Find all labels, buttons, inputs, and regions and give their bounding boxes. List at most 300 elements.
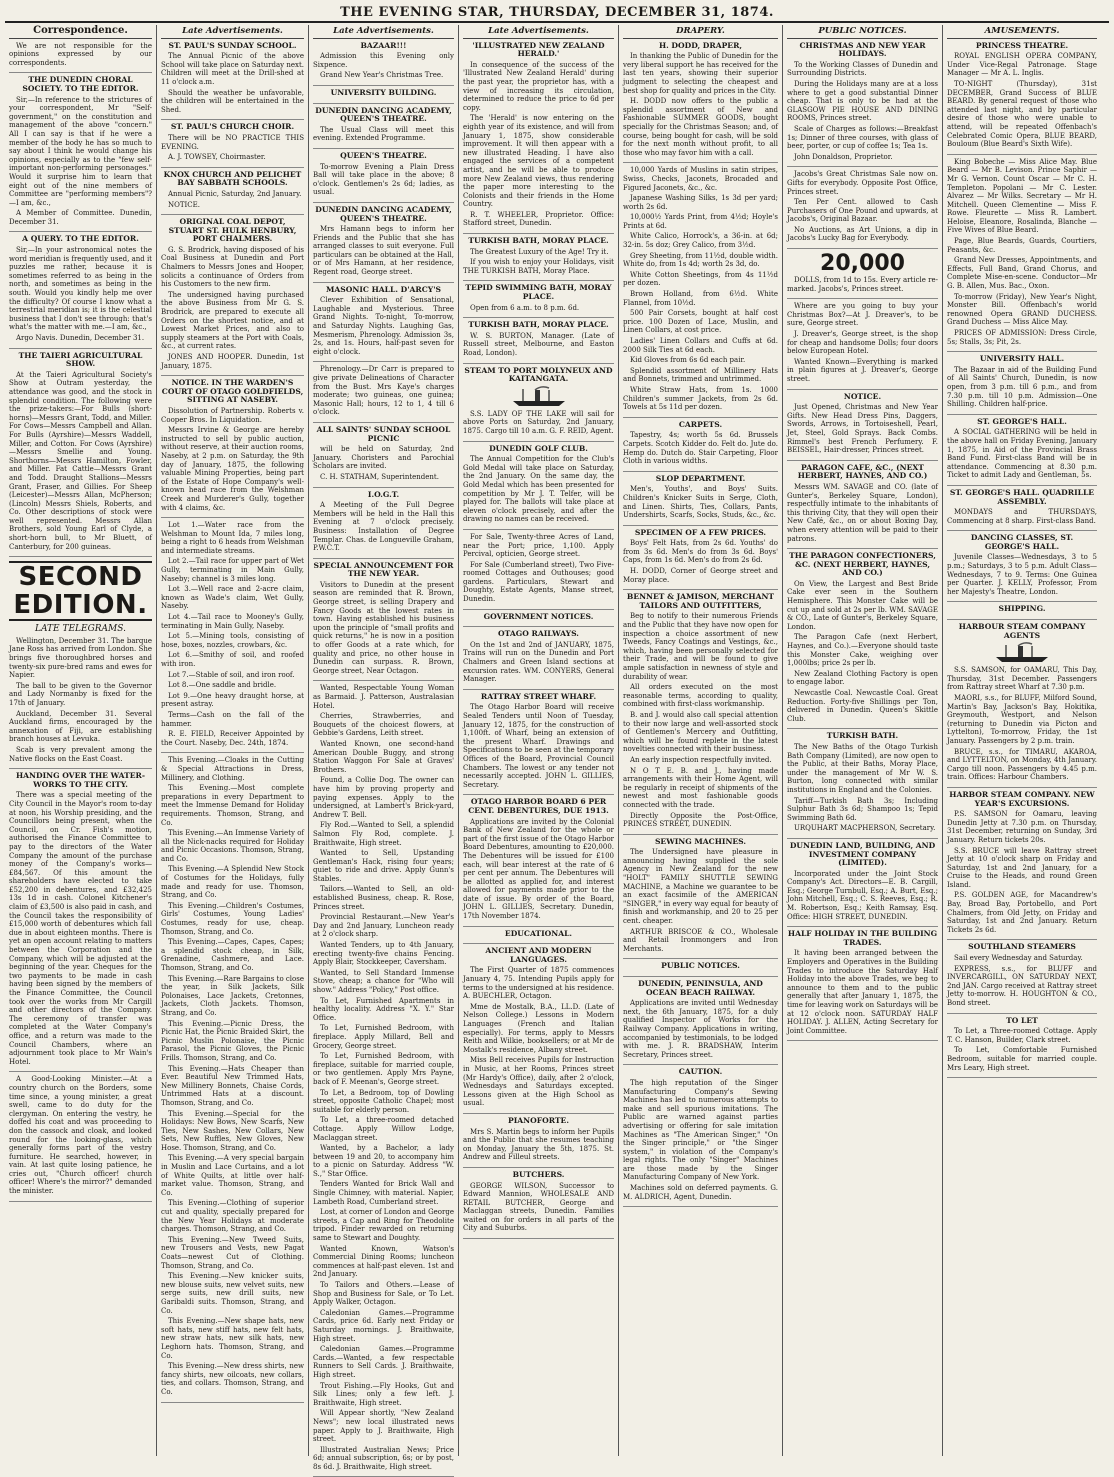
article-paragraph: The First Quarter of 1875 commences January 4, 75. Intending Pupils apply for terms to the undersigned at his residence. A. BUECHLER, Octagon. — [463, 966, 614, 1001]
article-item — [313, 42, 454, 86]
article-heading: KNOX CHURCH AND PELICHET BAY SABBATH SCHOOLS. — [163, 169, 302, 188]
article-heading: DUNEDIN LAND, BUILDING, AND INVESTMENT COMPANY (LIMITED). — [789, 840, 936, 868]
article-paragraph: P.S. SAMSON for Oamaru, leaving Dunedin Jetty at 7.30 p.m. on Thursday, 31st December, returning on Sunday, 3rd January. Return tickets 20s. — [947, 810, 1097, 844]
article-paragraph: Sir,—In your astronomical notes the word meridian is frequently used, and it puzzles me rather, because it is sometimes referred to as being in the north, and sometimes as being in the south. Would you kindly help me over the difficulty? Of course I know what a terrestrial meridian is; it is the celestial business that I don't see through: that's what's the matter with me.—I am, &c., — [9, 246, 152, 332]
article-paragraph: To Let, a Three-roomed Cottage. Apply T. C. Hanson, Builder, Clark street. — [947, 1027, 1097, 1044]
article-paragraph: Terms—Cash on the fall of the hammer. — [161, 710, 304, 728]
article-paragraph: To Let, a Bedroom, top of Dowling street, opposite Catholic Chapel; most suitable for elderly person. — [313, 1088, 454, 1114]
article-item — [623, 42, 778, 164]
article-paragraph: ROYAL ENGLISH OPERA COMPANY, Under Vice-Regal Patronage. Stage Manager — Mr A. L. Inglis. — [947, 52, 1097, 78]
article-item — [947, 605, 1097, 620]
article-heading: EDUCATIONAL. — [504, 928, 573, 938]
article-item — [463, 630, 614, 690]
article-heading: DANCING CLASSES, ST. GEORGE'S HALL. — [970, 533, 1074, 551]
article-paragraph: This Evening.—New Tweed Suits, new Trousers and Vests, new Pagat Coats—newest Cut of Clothing. Thomson, Strang, and Co. — [161, 1235, 304, 1270]
article-paragraph: Cherries, Strawberries, and Bouquets of the choicest flowers, at Gebbie's Gardens, Leith street. — [313, 712, 454, 738]
article-paragraph: 10,000½ Yards Print, from 4½d; Hoyle's Prints at 6d. — [623, 213, 778, 230]
article-heading: ST. GEORGE'S HALL. — [977, 416, 1067, 426]
article-item — [463, 613, 614, 628]
article-item — [9, 352, 152, 558]
article-paragraph: The Bazaar in aid of the Building Fund of All Saints' Church, Dunedin, is now open, from 3 p.m. till 6 p.m., and from 7.30 p.m. till 10 p.m. Admission—One Shilling. Children half-price. — [947, 365, 1097, 409]
article-paragraph: The Annual Competition for the Club's Gold Medal will take place on Saturday, the 2nd January. On the same day, the Gold Medal which has been presented for competition by Mr J. T. Telfer, will be played for. The ballots will take place at eleven o'clock precisely, and after the drawing no names can be received. — [463, 455, 614, 524]
article-paragraph: Lost, at corner of London and George streets, a Cap and Ring for Theodolite tripod. Finder rewarded on returning same to Stewart and Doughty. — [313, 1208, 454, 1243]
article-paragraph: Ten Per Cent. allowed to Cash Purchasers of One Pound and upwards, at Jacobs's, Original Bazaar. — [787, 198, 938, 224]
article-paragraph: Wanted, by a Bachelor, a lady between 19 and 20, to accompany him to a picnic on Saturday. Address "W. S.," Star Office. — [313, 1144, 454, 1178]
article-paragraph: To Let, a three-roomed detached Cottage. Apply Willow Lodge, Maclaggan street. — [313, 1116, 454, 1142]
article-paragraph: Found, a Collie Dog. The owner can have him by proving property and paying expenses. Apply to the undersigned, at Lambert's Brick-yard, Andrew T. Bell. — [313, 776, 454, 819]
article-paragraph: H. DODD, Corner of George street and Moray place. — [623, 567, 778, 584]
article-item — [161, 521, 304, 753]
steamship-icon — [463, 386, 614, 408]
article-item — [313, 684, 454, 1477]
article-paragraph: Mme de Mostalk, B.A., LL.D. (Late of Nelson College.) Lessons in Modern Languages (French and Italian especially). For terms, apply to Messrs Reith and Wilkie, booksellers; or at Mr de Mostalk's residence, Albany street. — [463, 1002, 614, 1054]
article-paragraph: To Let, Furnished Bedroom, with fireplace. Apply Millard, Bell and Grocery, George street. — [313, 1024, 454, 1050]
article-paragraph: BRUCE, s.s., for TIMARU, AKAROA, and LYTTELTON, on Monday, 4th January. Cargo till noon. Passengers by 4.45 p.m. train. Offices: Harbour Chambers. — [947, 747, 1097, 782]
article-paragraph: Wanted, to Sell Standard Immense Stove, cheap; a chance for "Who will show." Address "Policy," Post office. — [313, 968, 454, 994]
article-paragraph: A SOCIAL GATHERING will be held in the above hall on Friday Evening, January 1, 1875, in Aid of the Provincial Brass Band Fund. First-class Band will be in attendance. Commencing at 8.30 p.m. Ticket to admit Lady and Gentleman, 5s. — [947, 428, 1097, 480]
article-paragraph: This Evening.—A very special bargain in Muslin and Lace Curtains, and a lot of White Quilts, at little over half-market value. Thomson, Strang, and Co. — [161, 1154, 304, 1197]
article-paragraph: The undersigned having purchased the above Business from Mr G. S. Brodrick, are prepared to execute all Orders on the shortest notice, and at Lowest Market Prices, and also to supply steamers at the Port with Coals, &c., at current rates. — [161, 290, 304, 351]
column-1 — [5, 25, 157, 1456]
article-heading: SOUTHLAND STEAMERS — [968, 942, 1076, 952]
article-paragraph: To Tailors and Others.—Lease of Shop and Business for Sale, or To Let. Apply Walker, Octagon. — [313, 1281, 454, 1307]
article-paragraph: 500 Pair Corsets, bought at half cost price. 100 Dozen of Lace, Muslin, and Linen Collars, at cost price. — [623, 309, 778, 335]
article-paragraph: Juvenile Classes—Wednesdays, 3 to 5 p.m.; Saturdays, 3 to 5 p.m. Adult Class—Wednesdays, 7 to 9. Terms: One Guinea per Quarter. J. KELLY, Professor, From her Majesty's Theatre, London. — [947, 553, 1097, 596]
article-item — [463, 947, 614, 1114]
article-paragraph: Trout Fishing.—Fly Hooks, Gut and Silk Lines; only a few left. J. Braithwaite, High street. — [313, 1381, 454, 1407]
article-item — [313, 152, 454, 203]
article-item — [787, 252, 938, 299]
column-6 — [783, 25, 943, 1456]
article-paragraph: Wanted, Respectable Young Woman as Barmaid. J. Patterson, Australasian Hotel. — [313, 684, 454, 710]
article-item — [463, 1117, 614, 1168]
column-4 — [459, 25, 619, 1456]
article-paragraph: Jacobs's Great Christmas Sale now on. Gifts for everybody. Opposite Post Office, Princes street. — [787, 170, 938, 196]
article-paragraph: A Meeting of the Full Degree Members will be held in the Hall this Evening at 7 o'clock precisely. Business: Installation of Degree Templar. Chas. de Longueville Graham, P.W.C.T. — [313, 501, 454, 553]
article-item — [463, 284, 614, 318]
article-paragraph: MAORI, s.s., for BLUFF, Milford Sound, Martin's Bay, Jackson's Bay, Hokitika, Greymouth, Westport, and Nelson (returning to Dunedin via Picton and Lyttelton), To-morrow, Friday, the 1st January. Passengers by 2 p.m. train. — [947, 694, 1097, 745]
article-paragraph: Illustrated Australian News; Price 6d; annual subscription, 6s; or by post, 8s 6d. J. Braithwaite, High street. — [313, 1445, 454, 1471]
column-7 — [943, 25, 1101, 1456]
article-item — [161, 756, 304, 1402]
article-paragraph: Messrs Irvine & George are hereby instructed to sell by public auction, without reserve, at their auction rooms, Naseby, at 2 p.m. on Saturday, the 9th day of January, 1875, the following valuable Mining Properties, being part of the Estate of Hope Company's well-known head race from the Welshman Creek and Murderer's Gully, together with 4 claims, &c. — [161, 426, 304, 512]
article-paragraph: Argo Navis. Dunedin, December 31. — [16, 334, 145, 342]
article-paragraph: This Evening.—Picnic Dress, the Picnic Hat, the Picnic Braided Skirt, the Picnic Muslin Polonaise, the Picnic Parasol, the Picnic Gloves, the Picnic Frills. Thomson, Strang, and Co. — [161, 1019, 304, 1062]
article-paragraph: Lot 8.—One saddle and bridle. — [168, 681, 277, 690]
newspaper-page — [5, 3, 1109, 1471]
article-paragraph: Wanted Tenders, up to 4th January, erecting twenty-five chains Fencing. Apply Blair, Stockkeeper, Caversham. — [313, 941, 454, 967]
article-paragraph: Just Opened, Christmas and New Year Gifts. New Head Dress Pins, Daggers, Swords, Arrows, in Tortoiseshell, Pearl, Jet, Steel, Gold Sprays. Back Combs. Rimmel's best French Perfumery. F. BEISSEL, Hair-dresser, Princes street. — [787, 403, 938, 455]
article-paragraph: To-morrow (Friday), New Year's Night, Monster Bill. Offenbach's world renowned Opera GRAND DUCHESS. Grand Duchess — Miss Alice May. — [947, 292, 1097, 327]
article-paragraph: S.S. SAMSON, for OAMARU, This Day, Thursday, 31st December. Passengers from Rattray street Wharf at 7.30 p.m. — [947, 666, 1097, 692]
article-heading: PRINCESS THEATRE. — [975, 40, 1069, 50]
article-item — [623, 475, 778, 526]
article-item — [623, 838, 778, 960]
article-paragraph: This Evening.—New dress shirts, new fancy shirts, new oilcoats, new collars, ties, and collars. Thomson, Strang, and Co. — [161, 1362, 304, 1396]
article-heading: ST. PAUL'S SUNDAY SCHOOL. — [168, 40, 297, 50]
article-heading: HANDING OVER THE WATER-WORKS TO THE CITY. — [15, 771, 145, 789]
article-paragraph: This Evening.—Most complete preparations in every Department to meet the Immense Demand for Holiday requirements. Thomson, Strang, and Co. — [161, 784, 304, 827]
article-paragraph: will be held on Saturday, 2nd January. Choristers and Parochial Scholars are invited. — [313, 445, 454, 471]
article-paragraph: Machines sold on deferred payments. G. M. ALDRICH, Agent, Dunedin. — [623, 1184, 778, 1201]
article-paragraph: Lot 2.—Tail race for upper part of Wet Gully, terminating in Main Gully, Naseby; channel is 3 miles long. — [161, 557, 304, 583]
article-item — [313, 426, 454, 488]
article-heading: SHIPPING. — [998, 604, 1046, 614]
article-item — [787, 930, 938, 1041]
article-paragraph: We are not responsible for the opinions expressed by our correspondents. — [9, 41, 152, 67]
article-paragraph: DOLLS, from 1d to 15s. Every article re-marked. Jacobs's, Princes street. — [787, 276, 938, 293]
article-heading: A QUERY. TO THE EDITOR. — [22, 234, 139, 244]
article-item — [463, 693, 614, 796]
article-paragraph: Fly Rod.—Wanted to Sell, a splendid Salmon Fly Rod, complete. J. Braithwaite, High street. — [313, 821, 454, 847]
article-paragraph: Tariff—Turkish Bath 3s; Including Sulphur Bath 3s 6d; Shampoo 1s; Tepid Swimming Bath 6d. — [787, 796, 938, 822]
article-item — [161, 218, 304, 376]
article-paragraph: This Evening.—New shape hats, new soft hats, new stiff hats, new felt hats, new straw hats, new silk hats, new Leghorn hats. Thomson, Strang, and Co. — [161, 1317, 304, 1360]
article-heading: H. DODD, DRAPER, — [658, 40, 743, 50]
article-heading: PARAGON CAFE, &C., (NEXT HERBERT, HAYNES, AND CO.) — [797, 462, 928, 481]
article-paragraph: R. E. FIELD, Receiver Appointed by the Court. Naseby, Dec. 24th, 1874. — [161, 730, 304, 747]
article-heading: HALF HOLIDAY IN THE BUILDING TRADES. — [787, 929, 938, 947]
article-paragraph: Wanted Known, one second-hand American Double Buggy, and strong Station Waggon For Sale at Graves' Brothers. — [313, 739, 454, 774]
article-item — [463, 367, 614, 442]
article-heading: DUNEDIN, PENINSULA, AND OCEAN BEACH RAILWAY. — [638, 979, 763, 997]
article-item — [623, 529, 778, 591]
article-heading: THE PARAGON CONFECTIONERS, &C. (NEXT HERBERT, HAYNES, AND CO.) — [789, 551, 936, 578]
article-item — [463, 445, 614, 530]
article-paragraph: S.S. BRUCE will leave Rattray street Jetty at 10 o'clock sharp on Friday and Saturday, 1st and 2nd January, for a Cruise to the Heads, and round Green Island. — [947, 846, 1097, 889]
article-item — [161, 379, 304, 518]
article-paragraph: A Member of Committee. Dunedin, December 31. — [9, 209, 152, 226]
article-heading: UNIVERSITY BUILDING. — [330, 87, 437, 97]
article-paragraph: Grey Sheeting, from 11½d, double width. White do, from 1s 4d; worth 2s 3d, do. — [623, 251, 778, 269]
article-paragraph: Sir,—In reference to the strictures of your correspondent, Mr "Self-government," on the constitution and management of the above "concern." All I can say is that if he were a member of the body he has so much to say about I think he would change his opinions, especially as to the "few self-important non-performing personages." Would it surprise him to learn that eight out of the nine members of Committee are "performing members"?—I am, &c., — [9, 95, 152, 207]
article-heading: BENNET & JAMISON, MERCHANT TAILORS AND OUTFITTERS, — [626, 592, 775, 610]
article-paragraph: W. S. BURTON, Manager. (Late of Russell street, Melbourne, and Easton Road, London). — [463, 331, 614, 357]
article-paragraph: In consequence of the success of the 'Illustrated New Zealand Herald' during the past year, the proprietor has, with a view of increasing its circulation, determined to reduce the price to 6d per copy. — [463, 60, 614, 112]
article-heading: THE TAIERI AGRICULTURAL SHOW. — [18, 350, 143, 369]
article-heading: OTAGO RAILWAYS. — [498, 629, 579, 639]
article-heading: ORIGINAL COAL DEPOT, STUART ST. HULK HENBURY, PORT CHALMERS. — [168, 217, 297, 244]
article-item — [463, 237, 614, 281]
article-heading: TURKISH BATH. — [826, 731, 899, 741]
article-paragraph: During the Holidays many are at a loss where to get a good substantial Dinner cheap. That is only to be had at the GLASGOW PIE HOUSE AND DINING ROOMS, Princes street. — [787, 79, 938, 123]
article-paragraph: Lot 3.—Well race and 2-acre claim, known as Wade's claim, Wet Gully, Naseby. — [161, 585, 304, 611]
column-header: DRAPERY. — [623, 27, 778, 39]
article-paragraph: Will Appear shortly, "New Zealand News"; new local illustrated news paper. Apply to J. Braithwaite, High street. — [313, 1409, 454, 1444]
article-paragraph: To Let, Furnished Bedroom, with fireplace, suitable for married couple, or two gentlemen. Apply Mrs Payne, back of F. Meenan's, George street. — [313, 1052, 454, 1086]
article-paragraph: If you wish to enjoy your Holidays, visit THE TURKISH BATH, Moray Place. — [463, 258, 614, 275]
article-item — [787, 170, 938, 249]
article-paragraph: A. J. TOWSEY, Choirmaster. — [168, 153, 266, 162]
article-paragraph: The Usual Class will meet this evening. Extended Programme. — [313, 125, 454, 143]
article-paragraph: Caledonian Games.—Programme Cards, price 6d. Early next Friday or Saturday mornings. J. Braithwaite, High street. — [313, 1308, 454, 1343]
article-item — [623, 1068, 778, 1207]
article-item — [9, 235, 152, 348]
article-paragraph: Wanted Known, Watson's Commercial Dining Rooms; luncheon commences at half-past eleven. 1st and 2nd January. — [313, 1244, 454, 1279]
second-edition-banner: SECOND EDITION. — [9, 561, 152, 621]
article-item — [463, 930, 614, 945]
article-paragraph: Annual Picnic, Saturday, 2nd January. — [168, 189, 302, 198]
article-heading: BAZAAR!!! — [360, 40, 407, 50]
article-heading: UNIVERSITY HALL. — [979, 354, 1065, 364]
article-item — [947, 943, 1097, 1013]
article-heading: ST. PAUL'S CHURCH CHOIR. — [170, 122, 295, 132]
column-header: AMUSEMENTS. — [947, 27, 1097, 39]
article-paragraph: Splendid assortment of Millinery Hats and Bonnets, trimmed and untrimmed. — [623, 366, 778, 384]
article-item — [9, 772, 152, 1072]
article-paragraph: P.S. GOLDEN AGE, for Macandrew's Bay, Broad Bay, Portobello, and Port Chalmers, from Old Jetty, on Friday and Saturday, 1st and 2nd January. Return Tickets 2s 6d. — [947, 891, 1097, 934]
article-paragraph: MONDAYS and THURSDAYS, Commencing at 8 sharp. First-class Band. — [947, 508, 1097, 525]
article-paragraph: The Annual Picnic of the above School will take place on Saturday next. Children will meet at the Drill-shed at 11 o'clock a.m. — [161, 52, 304, 86]
article-item — [623, 980, 778, 1065]
article-heading: 20,000 — [820, 251, 905, 277]
article-paragraph: There was a special meeting of the City Council in the Mayor's room to-day at noon, his Worship presiding, and the Councillors being present, when the Council, on Cr. Fish's motion, authorised the Finance Committee to pay to the directors of the Water Company the amount of the purchase money of the Company's works—£84,567. Of this amount the shareholders have elected to take £52,200 in debentures, and £32,425 13s 1d in cash. Colonel Kitchener's claim of £3,500 is also paid in cash, and the Council takes the responsibility of £15,000 worth of debentures which fall due in about eighteen months. There is yet an open account relating to matters between the Corporation and the Company, which will be adjusted at the beginning of the year. Cheques for the two payments to be made in cash having been signed by the members of the Finance Committee, the Council took over the works from Mr Cargill and other directors of the Company. The ceremony of transfer was completed at the Water Company's office, and a return was made to the Council Chambers, where an adjournment took place to Mr Wain's Hotel. — [9, 791, 152, 1066]
article-paragraph: For Sale, Twenty-three Acres of Land, near the Port; price, 1,100. Apply Percival, opticien, George street. — [463, 532, 614, 559]
article-paragraph: The high reputation of the Singer Manufacturing Company's Sewing Machines has led to numerous attempts to make and sell spurious imitations. The Public are warned against parties advertising or offering for sale imitation Machines as "The American Singer," "On the Singer principle," or "the Singer system," in violation of the Company's legal rights. The only "Singer" Machines are those made by the Singer Manufacturing Company of New York. — [623, 1078, 778, 1182]
article-item — [623, 166, 778, 417]
article-heading: THE DUNEDIN CHORAL SOCIETY. TO THE EDITOR. — [22, 75, 139, 93]
article-item — [787, 464, 938, 549]
column-2 — [157, 25, 309, 1456]
article-item — [947, 534, 1097, 602]
article-heading: TURKISH BATH, MORAY PLACE. — [468, 320, 609, 330]
article-item — [787, 393, 938, 461]
article-paragraph: Lot 5.—Mining tools, consisting of hose, boxes, nozzles, crowbars, &c. — [161, 632, 304, 649]
column-header: Late Advertisements. — [463, 27, 614, 39]
article-paragraph: The Paragon Cafe (next Herbert, Haynes, and Co.).—Everyone should taste this Monster Cake, weighing over 1,000lbs; price 2s per lb. — [787, 633, 938, 668]
article-paragraph: N O T E. B. and J., having made arrangements with their Home Agent, will be regularly in receipt of shipments of the newest and most fashionable goods connected with the trade. — [623, 766, 778, 809]
article-heading: TURKISH BATH, MORAY PLACE. — [468, 236, 609, 246]
article-paragraph: NOTICE. — [168, 200, 200, 209]
article-heading: ALL SAINTS' SUNDAY SCHOOL PICNIC — [316, 424, 451, 443]
article-paragraph: White Calico, Horrock's, a 36-in. at 6d; 32-in. 5s doz; Grey Calico, from 3½d. — [623, 232, 778, 250]
article-item — [161, 123, 304, 167]
article-paragraph: Lot 4.—Tail race to Mooney's Gully, terminating in Main Gully, Naseby. — [161, 613, 304, 630]
article-paragraph: Scab is very prevalent among the Native flocks on the East Coast. — [9, 745, 152, 763]
article-paragraph: Newcastle Coal. Newcastle Coal. Great Reduction. Forty-five Shillings per Ton, delivered in Dunedin. Queen's Skittle Club. — [787, 689, 938, 723]
article-paragraph: URQUHART MACPHERSON, Secretary. — [794, 824, 936, 833]
article-paragraph: This Evening.—Special for the Holidays: New Bows, New Scarfs, New Ties, New Sashes, New Collars, New Sets, New Ruffles, New Gloves, New Hose. Thomson, Strang, and Co. — [161, 1109, 304, 1152]
article-paragraph: This Evening.—Children's Costumes, Girls' Costumes, Young Ladies' Costumes, ready for use, cheap. Thomson, Strang, and Co. — [161, 901, 304, 936]
article-heading: NOTICE. — [843, 391, 882, 401]
article-paragraph: This Evening.—A Splendid New Stock of Costumes for the Holidays, fully made and ready for use. Thomson, Strang, and Co. — [161, 865, 304, 900]
article-paragraph: Open from 6 a.m. to 8 p.m. 6d. — [470, 303, 580, 312]
article-paragraph: New Zealand Clothing Factory is open to engage labor. — [787, 669, 938, 687]
article-paragraph: Visitors to Dunedin at the present season are reminded that R. Brown, George street, is selling Drapery and Fancy Goods at the lowest rates in town. Having established his business upon the principle of "small profits and quick returns," he is now in a position to offer Goods at a rate which, for quality and price, no other house in Dunedin can surpass. R. Brown, George street, Near Octagon. — [313, 580, 454, 675]
article-paragraph: This Evening.—Clothing of superior cut and quality, specially prepared for the New Year Holidays at moderate charges. Thomson, Strang, and Co. — [161, 1199, 304, 1234]
article-paragraph: Grand New Year's Christmas Tree. — [320, 71, 444, 80]
article-paragraph: Clever Exhibition of Sensational, Laughable and Mysterious. Three Grand Nights. To-night, To-morrow, and Saturday Nights. Laughing Gas, Mesmerism, Phrenology. Admission 3s, 2s, and 1s. Hours, half-past seven for eight o'clock. — [313, 296, 454, 356]
article-heading: CHRISTMAS AND NEW YEAR HOLIDAYS. — [799, 40, 926, 59]
article-paragraph: H. DODD now offers to the public a splendid assortment of New and Fashionable SUMMER GOODS, bought specially for the Christmas Season; and, of course, being bought for cash, will be sold for the next month without profit, to all those who may favor him with a call. — [623, 97, 778, 157]
article-paragraph: White Cotton Sheetings, from 4s 11½d per dozen. — [623, 270, 778, 288]
article-item — [463, 798, 614, 926]
article-paragraph: This Evening.—Rare Bargains to close the year, in Silk Jackets, Silk Polonaises, Lace Jackets, Cretonnes, Jackets, Cloth Jackets. Thomson, Strang, and Co. — [161, 974, 304, 1017]
article-heading: SLOP DEPARTMENT. — [655, 473, 746, 483]
article-paragraph: It having been arranged between the Employers and Operatives in the Building Trades to introduce the Saturday Half Holiday into the above Trades, we beg to announce to them and to the public generally that after January 1, 1875, the time for leaving work on Saturdays will be at 12 o'clock noon. SATURDAY HALF HOLIDAY. J. ALLEN, Acting Secretary for Joint Committee. — [787, 949, 938, 1035]
article-paragraph: Wanted to Sell, Upstanding Gentleman's Hack, rising four years; quiet to ride and drive. Apply Gunn's Stables. — [313, 849, 454, 883]
column-header: Correspondence. — [9, 27, 152, 39]
article-heading: GOVERNMENT NOTICES. — [483, 611, 594, 621]
article-paragraph: Boys' Felt Hats, from 2s 6d. Youths' do from 3s 6d. Men's do from 3s 6d. Boys' Caps, from 1s 6d. Men's do from 2s 6d. — [623, 539, 778, 565]
article-paragraph: Kid Gloves from 6s 6d each pair. — [630, 356, 746, 365]
article-paragraph: Sail every Wednesday and Saturday. — [954, 954, 1083, 963]
article-item — [947, 791, 1097, 941]
article-paragraph: R. T. WHEELER, Proprietor. Office: Stafford street, Dunedin. — [463, 210, 614, 228]
article-paragraph: This Evening.—Cloaks in the Cutting & Special Attractions in Dress, Millinery, and Clothing. — [161, 756, 304, 782]
article-paragraph: Men's, Youths', and Boys' Suits. Children's Knicker Suits in Serge, Cloth, and Linen. Shirts, Ties, Collars, Pants, Undershirts, Scarfs, Socks, Studs, &c., &c. — [623, 485, 778, 520]
article-heading: NOTICE. IN THE WARDEN'S COURT OF OTAGO GOLDFIELDS, SITTING AT NASEBY. — [161, 378, 304, 405]
article-paragraph: An early inspection respectfully invited. — [630, 755, 772, 764]
article-paragraph: J. Dreaver's, George street, is the shop for cheap and handsome Dolls; four doors below European Hotel. — [787, 330, 938, 356]
article-paragraph: Ladies' Linen Collars and Cuffs at 6d. 2000 Silk Ties at 6d each. — [623, 337, 778, 354]
article-paragraph: The 'Herald' is now entering on the eighth year of its existence, and will from January 1, 1875, show considerable improvement. It will then appear with a new illustrated Heading. I have also engaged the services of a competent artist, and he will be able to produce more New Zealand views, thus rendering the paper more interesting to the Colonists and their friends in the Home Country. — [463, 114, 614, 209]
article-paragraph: Should the weather be unfavorable, the children will be entertained in the Shed. — [161, 88, 304, 114]
article-item — [463, 533, 614, 610]
article-item — [947, 355, 1097, 415]
steamship-icon — [947, 642, 1097, 664]
article-paragraph: Phrenology.—Dr Carr is prepared to give private Delineations of Character from the Bust. Mrs Kaye's charges moderate; two guineas, one guinea; Masonic Hall; hours, 12 to 1, 4 till 6 o'clock. — [313, 365, 454, 417]
columns-container — [5, 25, 1109, 1471]
article-paragraph: Grand New Dresses, Appointments, and Effects, Full Band, Grand Chorus, and Complete Mise-en-scene. Conductor—Mr G. B. Allen, Mus. Bac., Oxon. — [947, 256, 1097, 291]
article-paragraph: Tenders Wanted for Brick Wall and Single Chimney, with material. Napier, Lambeth Road, Cumberland street. — [313, 1180, 454, 1206]
article-paragraph: There will be NO PRACTICE THIS EVENING. — [161, 133, 304, 151]
article-heading: PIANOFORTE. — [508, 1115, 569, 1125]
article-item — [787, 42, 938, 168]
late-telegrams-heading: LATE TELEGRAMS. — [35, 624, 126, 635]
article-paragraph: C. H. STATHAM, Superintendent. — [320, 472, 439, 481]
article-paragraph: King Bobeche — Miss Alice May. Blue Beard — Mr B. Levison. Prince Saphir — Mr G. Vernon. Count Oscar — Mr C. H. Templeton. Popolani — Mr C. Lester. Alvarez — Mr Wilks. Secretary — Mr H. Mitchell. Queen Clementine — Miss F. Rowe. Fleurette — Miss R. Lambert. Heloise, Eleanore, Rosalinda, Blanche — Five Wives of Blue Beard. — [947, 157, 1097, 235]
article-item — [313, 286, 454, 363]
article-paragraph: The New Baths of the Otago Turkish Bath Company (Limited), are now open to the Public, at their Baths, Moray Place, under the management of Mr W. S. Burton, long connected with similar institutions in England and the Colonies. — [787, 742, 938, 794]
article-item — [787, 302, 938, 389]
article-heading: QUEEN'S THEATRE. — [340, 150, 427, 160]
article-paragraph: Page, Blue Beards, Guards, Courtiers, Peasants, &c. — [947, 237, 1097, 254]
article-paragraph: PRICES OF ADMISSION: Dress Circle, 5s; Stalls, 3s; Pit, 2s. — [947, 329, 1097, 346]
article-paragraph: To Let, Comfortable Furnished Bedroom, suitable for married couple. Mrs Leary, High street. — [947, 1046, 1097, 1072]
article-paragraph: To the Working Classes of Dunedin and Surrounding Districts. — [787, 60, 938, 78]
article-paragraph: Lot 6.—Smithy of soil, and roofed with iron. — [161, 651, 304, 668]
article-heading: SPECIAL ANNOUNCEMENT FOR THE NEW YEAR. — [313, 560, 454, 579]
article-paragraph: Admission this Evening only Sixpence. — [313, 52, 454, 69]
article-item — [9, 1075, 152, 1201]
article-item — [313, 491, 454, 559]
column-3 — [309, 25, 459, 1471]
article-paragraph: Wellington, December 31. The barque Jane Ross has arrived from London. She brings five thoroughbred horses and twenty-six pure-bred rams and ewes for Napier. — [9, 636, 152, 680]
article-heading: CAUTION. — [678, 1067, 723, 1077]
article-paragraph: Lot 1.—Water race from the Welshman to Mount Ida, 7 miles long, being a right to 6 heads from Welshman and intermediate streams. — [161, 521, 304, 555]
article-heading: DUNEDIN DANCING ACADEMY, QUEEN'S THEATRE. — [315, 204, 452, 223]
article-paragraph: EXPRESS, s.s., for BLUFF and INVERCARGILL, ON SATURDAY NEXT, 2nd JAN. Cargo received at Rattray street Jetty to-morrow. H. HOUGHTON & CO., Bond street. — [947, 964, 1097, 1007]
article-item — [313, 89, 454, 104]
article-paragraph: 10,000 Yards of Muslins in satin stripes, Swiss, Checks, Jaconets, Brocaded and Figured Jaconets, &c., &c. — [623, 166, 778, 192]
article-heading: TEPID SWIMMING BATH, MORAY PLACE. — [465, 283, 612, 302]
article-paragraph: No Auctions, as Art Unions, a dip in Jacobs's Lucky Bag for Everybody. — [787, 225, 938, 243]
column-header: Late Advertisements. — [313, 27, 454, 39]
article-heading: DUNEDIN DANCING ACADEMY, QUEEN'S THEATRE. — [315, 105, 452, 124]
article-paragraph: A Good-Looking Minister.—At a country church on the Borders, some time since, a young minister, a great swell, came to do duty for the clergyman. On entering the vestry, he doffed his coat and was proceeding to don the cassock and cloak, and looked round for the looking-glass, which generally forms part of the vestry furniture. He searched, however, in vain. At last quite losing patience, he cries out, "Church officer! church officer! Where's the mirror?" demanded the minister. — [9, 1075, 152, 1196]
article-paragraph: The ball to be given to the Governor and Lady Normanby is fixed for the 17th of January. — [9, 681, 152, 707]
article-item — [313, 206, 454, 283]
article-paragraph: Incorporated under the Joint Stock Company's Act. Directors—E. B. Cargill, Esq.; George Turnbull, Esq.; A. Burt, Esq.; John Mitchell, Esq.; C. S. Reeves, Esq.; R. M. Robertson, Esq.; Keith Ramsay, Esq. Office: HIGH STREET, DUNEDIN. — [787, 869, 938, 921]
article-paragraph: The Undersigned have pleasure in announcing having supplied the sole Agency in New Zealand for the new "HOLT" FAMILY SHUTTLE SEWING MACHINE, a Machine we guarantee to be an exact facsimile of the AMERICAN "SINGER," in every way equal for beauty of finish and workmanship, and 20 to 25 per cent. cheaper. — [623, 848, 778, 926]
article-heading: ANCIENT AND MODERN LANGUAGES. — [485, 946, 592, 964]
article-paragraph: Where are you going to buy your Christmas Box?—At J. Dreaver's, to be sure, George street. — [787, 302, 938, 328]
column-header: PUBLIC NOTICES. — [787, 27, 938, 39]
column-header: Late Advertisements. — [161, 27, 304, 39]
article-item — [623, 421, 778, 472]
article-item — [463, 1171, 614, 1239]
article-item — [787, 552, 938, 729]
article-item — [463, 42, 614, 234]
article-item — [623, 593, 778, 834]
article-paragraph: To Let, Furnished Apartments in healthy locality. Address "X. Y." Star Office. — [313, 996, 454, 1022]
article-item — [947, 42, 1097, 155]
article-paragraph: To-morrow Evening a Plain Dress Ball will take place in the above; 8 o'clock. Gentlemen's 2s 6d; ladies, as usual. — [313, 162, 454, 197]
article-heading: SPECIMEN OF A FEW PRICES. — [634, 527, 767, 537]
article-item — [947, 623, 1097, 788]
article-paragraph: Lot 7.—Stable of soil, and iron roof. — [168, 670, 295, 679]
article-paragraph: This Evening.—Hats Cheaper than Ever. Beautiful New Trimmed Hats, New Millinery Bonnets, Chaise Cords, Untrimmed Hats at a discount. Thomson, Strang, and Co. — [161, 1064, 304, 1107]
article-heading: RATTRAY STREET WHARF. — [480, 691, 597, 701]
article-paragraph: This Evening.—An Immense Variety of all the Nick-nacks required for Holiday and Picnic Occasions. Thomson, Strang, and Co. — [161, 829, 304, 863]
article-paragraph: Japanese Washing Silks, 1s 3d per yard; worth 2s 6d. — [623, 194, 778, 211]
article-paragraph: Scale of Charges as follows:—Breakfast 1s; Dinner of three courses, with glass of beer, porter, or cup of coffee 1s; Tea 1s. — [787, 124, 938, 151]
article-paragraph: GEORGE WILSON, Successor to Edward Mannion, WHOLESALE AND RETAIL BUTCHER, George and Maclaggan streets, Dunedin. Families waited on for orders in all parts of the City and Suburbs. — [463, 1181, 614, 1233]
article-heading: DUNEDIN GOLF CLUB. — [489, 443, 588, 453]
article-item — [313, 365, 454, 423]
article-paragraph: B. and J. would also call special attention to their now large and well-assorted stock of Gentlemen's Mercery and Outfitting, which will be found replete in the latest novelties connected with their business. — [623, 710, 778, 754]
article-paragraph: Directly Opposite the Post-Office, PRINCES STREET, DUNEDIN. — [623, 811, 778, 829]
masthead: THE EVENING STAR, THURSDAY, DECEMBER 31, 1874. — [5, 3, 1109, 23]
article-paragraph: In thanking the Public of Dunedin for the very liberal support he has received for the last ten years, showing their superior judgment to selecting the cheapest and best shop for quality and prices in the City. — [623, 52, 778, 95]
article-paragraph: This Evening.—Capes, Capes, Capes; a splendid stock cheap, in Silk, Grenadine, Cashmere, and Lace. Thomson, Strang, and Co. — [161, 938, 304, 972]
column-5 — [619, 25, 783, 1456]
article-paragraph: S.S. LADY OF THE LAKE will sail for above Ports on Saturday, 2nd January, 1875. Cargo till 10 a.m. G. F. REID, Agent. — [463, 409, 614, 435]
article-paragraph: Auckland, December 31. Several Auckland firms, encouraged by the annexation of Fiji, are establishing branch houses at Levuka. — [9, 709, 152, 744]
article-heading: STEAM TO PORT MOLYNEUX AND KAITANGATA. — [464, 365, 613, 384]
article-paragraph: This Evening.—New knicker suits, new blouse suits, new velvet suits, new serge suits, new drill suits, new Garibaldi suits. Thomson, Strang, and Co. — [161, 1272, 304, 1315]
article-paragraph: G. S. Brodrick, having disposed of his Coal Business at Dunedin and Port Chalmers to Messrs Jones and Hooper, solicits a continuance of Orders from his Customers to the new firm. — [161, 245, 304, 289]
article-paragraph: JONES AND HOOPER. Dunedin, 1st January, 1875. — [161, 353, 304, 370]
article-paragraph: Applications are invited until Wednesday next, the 6th January, 1875, for a duly qualified Inspector of Works for the Railway Company. Applications in writing, accompanied by testimonials, to be lodged with me. J. R. BRADSHAW, Interim Secretary, Princes street. — [623, 999, 778, 1059]
article-paragraph: The Greatest Luxury of the Age! Try it. — [470, 247, 609, 256]
article-paragraph: On the 1st and 2nd of JANUARY, 1875, Trains will run on the Dunedin and Port Chalmers and Green Island sections at excursion rates. WM. CONYERS, General Manager. — [463, 640, 614, 684]
article-item — [313, 562, 454, 682]
article-heading: I.O.G.T. — [367, 489, 400, 499]
article-paragraph: Lot 9.—One heavy draught horse, at present astray. — [161, 691, 304, 709]
article-item — [161, 42, 304, 121]
article-item — [947, 418, 1097, 486]
article-item — [313, 107, 454, 149]
article-item — [623, 962, 778, 977]
article-heading: HARBOUR STEAM COMPANY AGENTS — [958, 622, 1086, 640]
article-paragraph: Dissolution of Partnership. Roberts v. Cooper Bros. In Liquidation. — [161, 406, 304, 424]
article-paragraph: All orders executed on the most reasonable terms, according to quality, combined with first-class workmanship. — [623, 683, 778, 709]
article-paragraph: ARTHUR BRISCOE & CO., Wholesale and Retail Ironmongers and Iron Merchants. — [623, 927, 778, 953]
article-paragraph: Mrs Hamann begs to inform her Friends and the Public that she has arranged classes to suit everyone. Full particulars can be obtained at the Hall, or of Mrs Hamann, at her residence, Regent road, George street. — [313, 225, 454, 277]
article-paragraph: For Sale (Cumberland street), Two Five-roomed Cottages and Outhouses; good gardens. Particulars, Stewart and Doughty, Estate Agents, Manse street, Dunedin. — [463, 560, 614, 604]
article-paragraph: Provincial Restaurant.—New Year's Day and 2nd January, Luncheon ready at 2 o'clock sharp. — [313, 913, 454, 939]
article-heading: SEWING MACHINES. — [654, 836, 747, 846]
article-item — [9, 42, 152, 74]
article-item — [787, 732, 938, 839]
article-paragraph: Wanted Known—Everything is marked in plain figures at J. Dreaver's, George street. — [787, 357, 938, 383]
article-paragraph: Caledonian Games.—Programme Cards.—Wanted, a few respectable Runners to Sell Cards. J. Braithwaite, High street. — [313, 1345, 454, 1379]
article-heading: BUTCHERS. — [512, 1169, 565, 1179]
article-item — [947, 158, 1097, 352]
article-paragraph: Tapestry, 4s; worth 5s 6d. Brussels Carpets. Scotch Kidder do. Felt do. Jute do. Hemp do. Dutch do. Stair Carpeting, Floor Cloth in various widths. — [623, 431, 778, 466]
